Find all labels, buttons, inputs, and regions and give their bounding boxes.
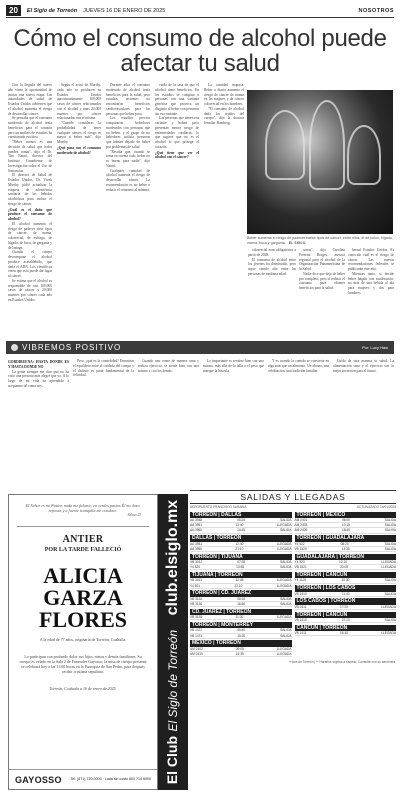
vibremos-paragraph: Cuida de otra manera tu salud. La alimentación sana y el ejercicio son tu mejor inversión para el futuro. — [333, 359, 394, 373]
flight-cell: 07:10 — [341, 618, 350, 623]
flight-cell: VB 1411 — [294, 631, 307, 636]
article-paragraph: Se pensaba que el consumo moderado de alcohol tenía beneficios para el corazón pero un análisis de estudios ha cuestionado esa idea. — [8, 116, 52, 140]
flight-cell: SALIDA — [280, 602, 292, 607]
flight-cell: LLEGADA — [276, 578, 292, 583]
flight-cell: VB 1410 — [294, 618, 307, 623]
club-subtitle: El Siglo de Torreón — [166, 629, 180, 732]
vibremos-column — [268, 359, 329, 489]
article-column-5 — [204, 83, 244, 335]
airport-name: AEROPUERTO FRANCISCO SARABIA — [190, 505, 247, 509]
flight-cell: LLEGADA — [381, 565, 396, 570]
ad-phone: Tel. (871) 720-0000 · Lada sin costo 800 714 6000 — [70, 777, 151, 782]
flight-cell: 20:05 — [340, 565, 348, 570]
flight-route: TORREÓN | MONTERREY — [190, 622, 292, 629]
article-column-1 — [8, 83, 52, 335]
flight-cell: 19:35 — [235, 652, 244, 657]
article-paragraph: El alcohol aumenta el riesgo de padecer siete tipos de cáncer: de mama, colorrectal, de esófago, de hígado, de boca, de garganta y de laringe. — [8, 221, 52, 250]
article-subhead: ¿Cuál es el daño que produce el consumo de alcohol? — [8, 207, 52, 221]
vibremos-column — [333, 359, 394, 489]
flight-cell: 15:20 — [237, 633, 246, 638]
vibremos-paragraph: Cuando uno come de manera sana y realiza ejercicio, se siente bien con uno mismo y con los demás. — [138, 359, 199, 373]
article-paragraph: sonas", dijo Carolina Ferreira Borges, asesora regional para el alcohol de la Organización Panamericana de la Salud. — [299, 248, 345, 271]
flight-cell: 08:20 — [340, 541, 349, 546]
article-paragraph: Cualquier cantidad de alcohol aumenta el riesgo de desarrollar cáncer. La recomendación es no beber o reducir el consumo al mínimo. — [106, 168, 151, 192]
flight-cell: VB 3134 — [190, 596, 203, 601]
flight-route: TIJUANA | TORREÓN — [190, 572, 292, 579]
flight-cell: AM 2403 — [294, 523, 308, 528]
flight-cell: 09:05 — [235, 646, 244, 651]
flight-cell: VB 3136 — [190, 602, 203, 607]
flight-cell: SALIDA — [384, 618, 396, 623]
ad-quote — [9, 495, 157, 522]
ad-heading: ANTIER — [17, 526, 149, 545]
ad-age: A la edad de 77 años, originaria de Torreón, Coahuila. — [39, 637, 127, 642]
flight-cell: SALIDA — [280, 628, 292, 633]
flight-cell: SALIDA — [280, 518, 292, 522]
page-number: 20 — [6, 5, 21, 16]
flight-cell: SALIDA — [384, 528, 396, 533]
flight-row — [295, 605, 397, 610]
article-paragraph: bernal Estados Unidos. Es conocido cuál es el riesgo de cáncer. Las nuevas recomendaciones federales se publicarán este año. — [348, 248, 394, 271]
flight-cell: AA 3960 — [190, 528, 203, 533]
flight-cell: SALIDA — [280, 565, 292, 570]
flight-cell: 18:40 — [341, 528, 350, 533]
flight-route: MÉXICO | TORREÓN — [190, 640, 292, 647]
flight-row — [190, 528, 292, 533]
flight-cell: 12:40 — [235, 541, 244, 546]
flight-row — [190, 547, 292, 552]
club-url: club.elsiglo.mx — [164, 499, 181, 616]
article-paragraph: El director de Salud de Estados Unidos, Dr. Vivek Murthy, pidió actualizar la etiqueta de advertencia sanitaria de las bebidas alcohólicas para incluir el riesgo de cáncer. — [8, 173, 52, 206]
flight-cell: 11:40 — [341, 591, 350, 596]
flight-cell: SALIDA — [280, 528, 292, 533]
flight-cell: SALIDA — [384, 541, 396, 546]
flight-cell: 12:45 — [235, 578, 244, 583]
vibremos-paragraph: La gente siempre me dice que no ha visto una persona más alegre que yo. A lo largo de mi vida he aprendido a aceptarme tal como soy. — [8, 369, 69, 388]
ad-quote-text: El Señor es mi Pastor, nada me faltará; en verdes pastos Él me hace reposar y a fuente tranquila me conduce. — [25, 503, 141, 513]
flight-cell: 06:00 — [341, 518, 350, 522]
flight-cell: AA 3951 — [190, 523, 203, 528]
flight-cell: VB 1472 — [190, 628, 203, 633]
article-paragraph: Las personas que tienen esa variante y beben poco presentan menor riesgo de enfermedades cardíacas, lo que sugiere que no es el alcohol lo que protege el corazón. — [155, 116, 199, 149]
flights-column-1 — [190, 510, 292, 657]
band-title: VIBREMOS POSITIVO — [22, 343, 122, 352]
article-photo — [247, 90, 393, 234]
flight-row — [295, 547, 397, 552]
vibremos-headline: GORDIBUENA: HASTA DONDE ES Y HASTA DONDE NO — [8, 360, 69, 369]
flight-cell: 13:55 — [236, 565, 245, 570]
ad-place: Torreón, Coahuila a 16 de enero de 2025. — [49, 686, 117, 691]
article-paragraph: Según el aviso de Murthy, cada año se producen en Estados Unidos aproximadamente 100,000 casos de cáncer relacionados con el alcohol y unas 20,000 muertes por cáncer relacionadas con el mismo. — [57, 83, 101, 121]
flight-cell: AM 2409 — [294, 528, 308, 533]
ad-subheading: POR LA TARDE FALLECIÓ — [44, 547, 122, 553]
vibremos-column — [8, 359, 69, 489]
article-column-3 — [106, 83, 150, 335]
flight-cell: 16:45 — [339, 631, 348, 636]
flight-cell: 05:25 — [237, 518, 246, 522]
club-title: El Club — [164, 735, 180, 785]
flight-cell: Y4 523 — [294, 560, 305, 565]
flight-cell: Y4 522 — [294, 541, 305, 546]
article-paragraph: Durante años el consumo moderado de alcohol tenía beneficios para la salud, pero estudios recientes no encontraron beneficios cardiovasculares para las personas que beben poco. — [106, 83, 150, 116]
article-paragraph: Los estudios previos compararon bebedores moderados con personas que no beben, y el grupo de no bebedores incluía personas que habían dejado de beber por problemas de salud. — [106, 116, 150, 149]
flight-cell: Y4 1120 — [294, 578, 307, 583]
article-paragraph: El consumo de alcohol entre los jóvenes ha disminuido, pero sigue siendo alto entre las personas de mediana edad. — [248, 257, 296, 276]
issue-date: JUEVES 16 DE ENERO DE 2025 — [83, 7, 166, 14]
article-paragraph: Mientras tanto, si decide beber hágalo con moderación: no más de una bebida al día para mujeres y dos para hombres. — [348, 271, 394, 295]
flight-row — [295, 592, 397, 597]
flight-cell: LLEGADA — [276, 583, 292, 588]
flight-route: TORREÓN | MÉXICO — [295, 512, 397, 519]
flight-row — [295, 565, 397, 570]
flight-route: TORREÓN | DALLAS — [190, 512, 292, 519]
flight-route: CD. JUÁREZ | TORREÓN — [190, 609, 292, 616]
flight-row — [190, 634, 292, 639]
flight-row — [190, 652, 292, 657]
flights-updated: ACTUALIZADO 16/01/2025 — [356, 505, 396, 509]
article-paragraph: colorrectal eran obligatorios a partir de 2028. — [248, 248, 296, 257]
flight-cell: 21:10 — [235, 546, 244, 551]
flight-cell: LLEGADA — [381, 604, 396, 609]
flight-cell: VB 1474 — [190, 633, 203, 638]
caption-text: Beber aumenta el riesgo de padecer varios tipos de cáncer, entre ellos, el de colon, hígado, mama, boca y garganta. — [247, 236, 393, 245]
flight-cell: SALIDA — [384, 518, 396, 522]
vibremos-paragraph: Pero, ¿qué es la comodidad? Encontrar el equilibrio entre el cuidado del cuerpo y el disfrute es parte fundamental de la felicidad. — [73, 359, 134, 378]
ad-quote-ref: Salmo 23 — [127, 513, 141, 517]
flight-cell: SALIDA — [384, 578, 396, 583]
article-paragraph: Cuando el cuerpo descompone el alcohol produce acetaldehído, que daña el ADN. Los científicos creen que esto puede dar lugar al cáncer. — [8, 250, 52, 278]
flight-cell: SALIDA — [280, 596, 292, 601]
flight-cell: SALIDA — [280, 560, 292, 565]
flight-route: DALLAS | TORREÓN — [190, 535, 292, 542]
club-banner[interactable] — [158, 494, 188, 790]
flight-cell: AA 3950 — [190, 546, 203, 551]
flight-cell: AA 3948 — [190, 518, 203, 522]
flight-route: TORREÓN | GUADALAJARA — [295, 535, 397, 542]
flight-route: TORREÓN | TIJUANA — [190, 554, 292, 561]
flight-cell: VB 3011 — [190, 578, 202, 583]
flight-cell: VB 2410 — [294, 591, 307, 596]
flights-meta — [190, 505, 396, 509]
flight-cell: LLEGADA — [276, 615, 292, 620]
flight-cell: VB 2411 — [294, 604, 307, 609]
flight-route: CANCÚN | TORREÓN — [295, 625, 397, 632]
flight-cell: SALIDA — [384, 523, 396, 528]
section-band — [6, 341, 394, 354]
flight-cell: Y4 821 — [190, 583, 201, 588]
flight-cell: Y4 820 — [190, 565, 201, 570]
flight-cell: 14:35 — [341, 546, 350, 551]
article-paragraph: Con la llegada del nuevo año viene la oportunidad de iniciar una nueva etapa. Las autoridades de salud de Estados Unidos advierten que el alcohol aumenta el riesgo de desarrollar cáncer. — [8, 83, 52, 116]
article-paragraph: La cantidad importa. Beber a diario aumenta el riesgo de cáncer de mama en las mujeres y de cáncer colorrectal en los hombres. — [204, 83, 244, 106]
flight-cell: LLEGADA — [276, 646, 292, 651]
flight-cell: 16:50 — [237, 602, 246, 607]
flight-row — [190, 615, 292, 620]
vibremos-paragraph: Y es cuando la comida se convierte en algo más que un alimento. Un abrazo, una celebración, una tradición familiar. — [268, 359, 329, 373]
obituary-ad — [8, 494, 158, 790]
flight-cell: SALIDA — [280, 633, 292, 638]
article-column-4 — [155, 83, 199, 335]
flight-cell: 22:10 — [234, 583, 243, 588]
flight-cell: VB 3135 — [190, 615, 203, 620]
flight-cell: LLEGADA — [276, 541, 292, 546]
ad-body: Lo participan con profundo dolor sus hijos, nietos y demás familiares. Su cuerpo es velado en la Sala 2 de Funerales Gayosso; la misa de cuerpo presente se celebrará hoy a las 11:00 horas en la Parroquia de San Pedro, para después recibir cristiana sepultura. — [19, 654, 147, 674]
flight-cell: 12:10 — [338, 560, 347, 565]
vibremos-column — [203, 359, 264, 489]
photo-credit: EL SIGLO — [288, 240, 306, 245]
club-banner-text — [164, 500, 182, 784]
flight-cell: SALIDA — [384, 591, 396, 596]
flight-cell: LLEGADA — [276, 652, 292, 657]
article-column-2 — [57, 83, 101, 335]
flight-cell: AM 2401 — [294, 518, 308, 522]
flight-cell: 11:30 — [235, 615, 244, 620]
vibremos-paragraph: Lo importante es sentirse bien con uno mismo, más allá de la talla o el peso que marque la báscula. — [203, 359, 264, 373]
article-paragraph: Nadie dice que deje de beber por completo, pero sí reducir el consumo para obtener beneficios para la salud. — [299, 271, 345, 290]
article-column-6 — [248, 248, 296, 336]
flight-route: TORREÓN | CD. JUÁREZ — [190, 590, 292, 597]
article-headline: Cómo el consumo de alcohol puede afectar tu salud — [13, 25, 387, 77]
article-paragraph: "El consumo de alcohol daña los tejidos del cuerpo", dijo la doctora Jennifer Bomberg. — [204, 106, 244, 125]
article-paragraph: Se estima que el alcohol es responsable de casi 100,000 casos de cáncer y 20,000 muertes por cáncer cada año en Estados Unidos. — [8, 278, 52, 302]
sun-icon — [11, 344, 18, 351]
article-column-7 — [299, 248, 345, 336]
flight-cell: LLEGADA — [381, 631, 396, 636]
flight-cell: AM 2402 — [190, 646, 203, 651]
flights-table — [190, 490, 396, 790]
flight-cell: 08:15 — [237, 596, 246, 601]
flight-cell: SALIDA — [384, 546, 396, 551]
newspaper-name: El Siglo de Torreón — [26, 7, 78, 14]
flight-cell: 17:25 — [339, 604, 348, 609]
article-paragraph: "Cuando consideras la probabilidad de tener cualquier cáncer, el riesgo es mayor si bebes más", dijo Murthy. — [57, 121, 101, 144]
ad-footer — [9, 769, 157, 789]
gayosso-logo: GAYOSSO — [15, 774, 62, 785]
flight-cell: AA 3951 — [190, 541, 203, 546]
deceased-name: ALICIA GARZA FLORES — [38, 563, 128, 632]
article-subhead: ¿Qué pasa con el consumo moderado de alcohol? — [57, 145, 101, 155]
flight-route: GUADALAJARA | TORREÓN — [295, 554, 397, 561]
flight-cell: 12:40 — [235, 523, 244, 528]
flights-footnote: *Hora de Torreón | ** Horarios sujetos a cambio. Consulte con su aerolínea. — [289, 660, 396, 665]
flight-route: TORREÓN | CANCÚN — [295, 572, 397, 579]
section-name: NOSOTROS — [358, 7, 394, 14]
flight-cell: LLEGADA — [381, 560, 396, 565]
flight-row — [295, 631, 397, 636]
flights-title: SALIDAS Y LLEGADAS — [190, 490, 396, 504]
vibremos-column — [138, 359, 199, 489]
flight-route: LOS CABOS | TORREÓN — [295, 598, 397, 605]
article-paragraph: "Beber menos es una decisión de salud que todos pueden tomar", dijo el Dr. Tim Naimi, director del Instituto Canadiense de Investigación sobre el Uso de Sustancias. — [8, 140, 52, 173]
flight-cell: VB 1521 — [294, 565, 307, 570]
photo-caption — [247, 236, 397, 245]
vibremos-column — [73, 359, 134, 489]
flight-row — [295, 578, 397, 583]
flight-cell: LLEGADA — [276, 546, 292, 551]
band-byline: Por: Lucy Haw — [361, 345, 388, 350]
flight-cell: 06:40 — [237, 628, 246, 633]
flight-cell: 07:35 — [237, 560, 246, 565]
flights-column-2 — [295, 510, 397, 657]
flight-route: TORREÓN | CANCÚN — [295, 612, 397, 619]
flight-cell: AM 2410 — [190, 652, 203, 657]
flight-cell: VB 1520 — [294, 546, 307, 551]
flight-row — [295, 528, 397, 533]
article-paragraph: cuida de la tasa de que el alcohol tiene beneficios. En los estudios se compara a personas con una variante genética que provoca un disgusto al beber con personas sin esa variante. — [155, 83, 199, 116]
flight-route: TORREÓN | LOS CABOS — [295, 585, 397, 592]
page-header — [6, 4, 394, 18]
flight-row — [190, 602, 292, 607]
flight-cell: 10:30 — [341, 578, 350, 583]
article-column-8 — [348, 248, 394, 336]
article-subhead: ¿Qué tiene que ver el alcohol con el cáncer? — [155, 150, 199, 160]
flight-row — [190, 565, 292, 570]
article-paragraph: "Resulta que, cuando se toma en cuenta todo, beber no es bueno para nadie", dijo Naimi. — [106, 149, 150, 168]
flight-cell: 10:15 — [341, 523, 350, 528]
flight-cell: VB 3012 — [190, 560, 203, 565]
flight-row — [295, 618, 397, 623]
flight-row — [190, 584, 292, 589]
flight-cell: 14:45 — [237, 528, 246, 533]
flight-cell: LLEGADA — [276, 523, 292, 528]
